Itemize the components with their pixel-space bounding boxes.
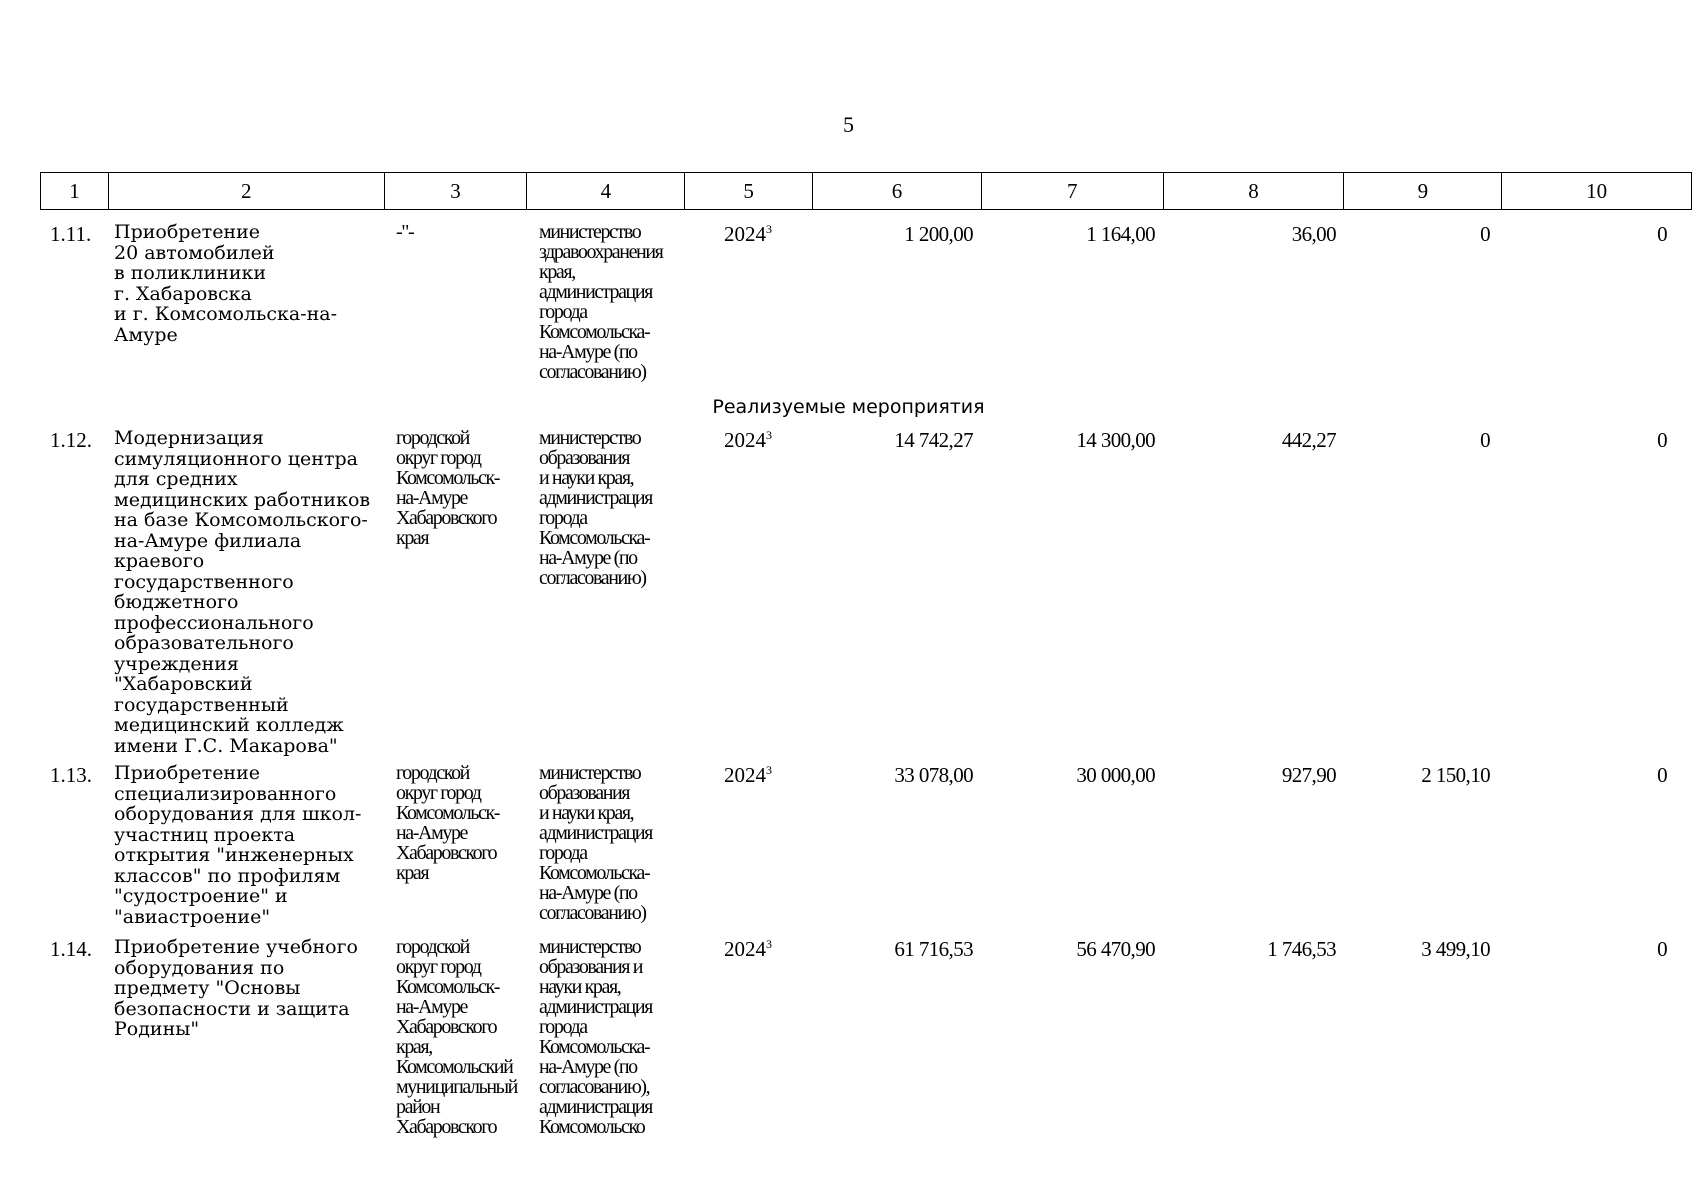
year: [724, 428, 772, 453]
executor: министерство здравоохранения края, администрация города Комсомольска- на-Амуре (по согласованию): [539, 221, 663, 383]
amount-col-10: 0: [1657, 937, 1667, 961]
year-footnote: 3: [766, 428, 772, 442]
year-value: 2024: [724, 428, 766, 452]
row-number: 1.11.: [50, 222, 92, 246]
year-value: 2024: [724, 763, 766, 787]
header-col-5: 5: [685, 173, 813, 209]
table-header-row: [40, 172, 1692, 210]
territory: городской округ город Комсомольск- на-Амуре Хабаровского края: [396, 427, 500, 549]
header-col-2: 2: [109, 173, 385, 209]
page-number: 5: [843, 112, 854, 137]
year-value: 2024: [724, 222, 766, 246]
amount-total: 14 742,27: [894, 428, 973, 452]
amount-col-10: 0: [1657, 763, 1667, 787]
amount-col-10: 0: [1657, 222, 1667, 246]
amount-total: 1 200,00: [904, 222, 973, 246]
year-footnote: 3: [766, 937, 772, 951]
amount-col-8: 442,27: [1281, 428, 1336, 452]
amount-col-10: 0: [1657, 428, 1667, 452]
year: [724, 937, 772, 962]
amount-col-7: 14 300,00: [1076, 428, 1155, 452]
executor: министерство образования и науки края, администрация города Комсомольска- на-Амуре (по согласованию): [539, 427, 652, 589]
activity-name: Приобретение специализированного оборудования для школ- участниц проекта открытия "инженерных классов" по профилям "судостроение" и "авиастроение": [114, 762, 362, 928]
territory: городской округ город Комсомольск- на-Амуре Хабаровского края: [396, 762, 500, 884]
activity-name: Приобретение учебного оборудования по предмету "Основы безопасности и защита Родины": [114, 936, 358, 1040]
row-number: 1.12.: [50, 428, 92, 452]
year-value: 2024: [724, 937, 766, 961]
territory: -"-: [396, 221, 414, 243]
year: [724, 222, 772, 247]
amount-col-9: 0: [1480, 222, 1490, 246]
activity-name: Приобретение 20 автомобилей в поликлиники г. Хабаровска и г. Комсомольска-на- Амуре: [114, 221, 338, 346]
amount-col-9: 0: [1480, 428, 1490, 452]
amount-col-7: 30 000,00: [1076, 763, 1155, 787]
year: [724, 763, 772, 788]
amount-total: 61 716,53: [894, 937, 973, 961]
header-col-6: 6: [813, 173, 982, 209]
amount-col-8: 1 746,53: [1267, 937, 1336, 961]
header-col-7: 7: [982, 173, 1164, 209]
header-col-8: 8: [1164, 173, 1345, 209]
amount-col-7: 1 164,00: [1086, 222, 1155, 246]
header-col-4: 4: [527, 173, 685, 209]
row-number: 1.14.: [50, 937, 92, 961]
territory: городской округ город Комсомольск- на-Амуре Хабаровского края, Комсомольский муниципальный район Хабаровского: [396, 936, 517, 1138]
amount-col-8: 927,90: [1281, 763, 1336, 787]
amount-total: 33 078,00: [894, 763, 973, 787]
amount-col-7: 56 470,90: [1076, 937, 1155, 961]
section-title: Реализуемые мероприятия: [712, 396, 985, 418]
header-col-9: 9: [1344, 173, 1502, 209]
header-col-1: 1: [41, 173, 109, 209]
header-col-3: 3: [385, 173, 528, 209]
amount-col-9: 3 499,10: [1421, 937, 1490, 961]
amount-col-9: 2 150,10: [1421, 763, 1490, 787]
year-footnote: 3: [766, 222, 772, 236]
year-footnote: 3: [766, 763, 772, 777]
amount-col-8: 36,00: [1291, 222, 1336, 246]
executor: министерство образования и науки края, администрация города Комсомольска- на-Амуре (по согласованию), администрация Комсомольско: [539, 936, 652, 1138]
activity-name: Модернизация симуляционного центра для средних медицинских работников на базе Комсомольского- на-Амуре филиала краевого государственного бюджетного профессионального образовательного учреждения "Хабаровский государственный медицинский колледж имени Г.С. Макарова": [114, 427, 371, 757]
header-col-10: 10: [1586, 178, 1608, 203]
row-number: 1.13.: [50, 763, 92, 787]
executor: министерство образования и науки края, администрация города Комсомольска- на-Амуре (по согласованию): [539, 762, 652, 924]
